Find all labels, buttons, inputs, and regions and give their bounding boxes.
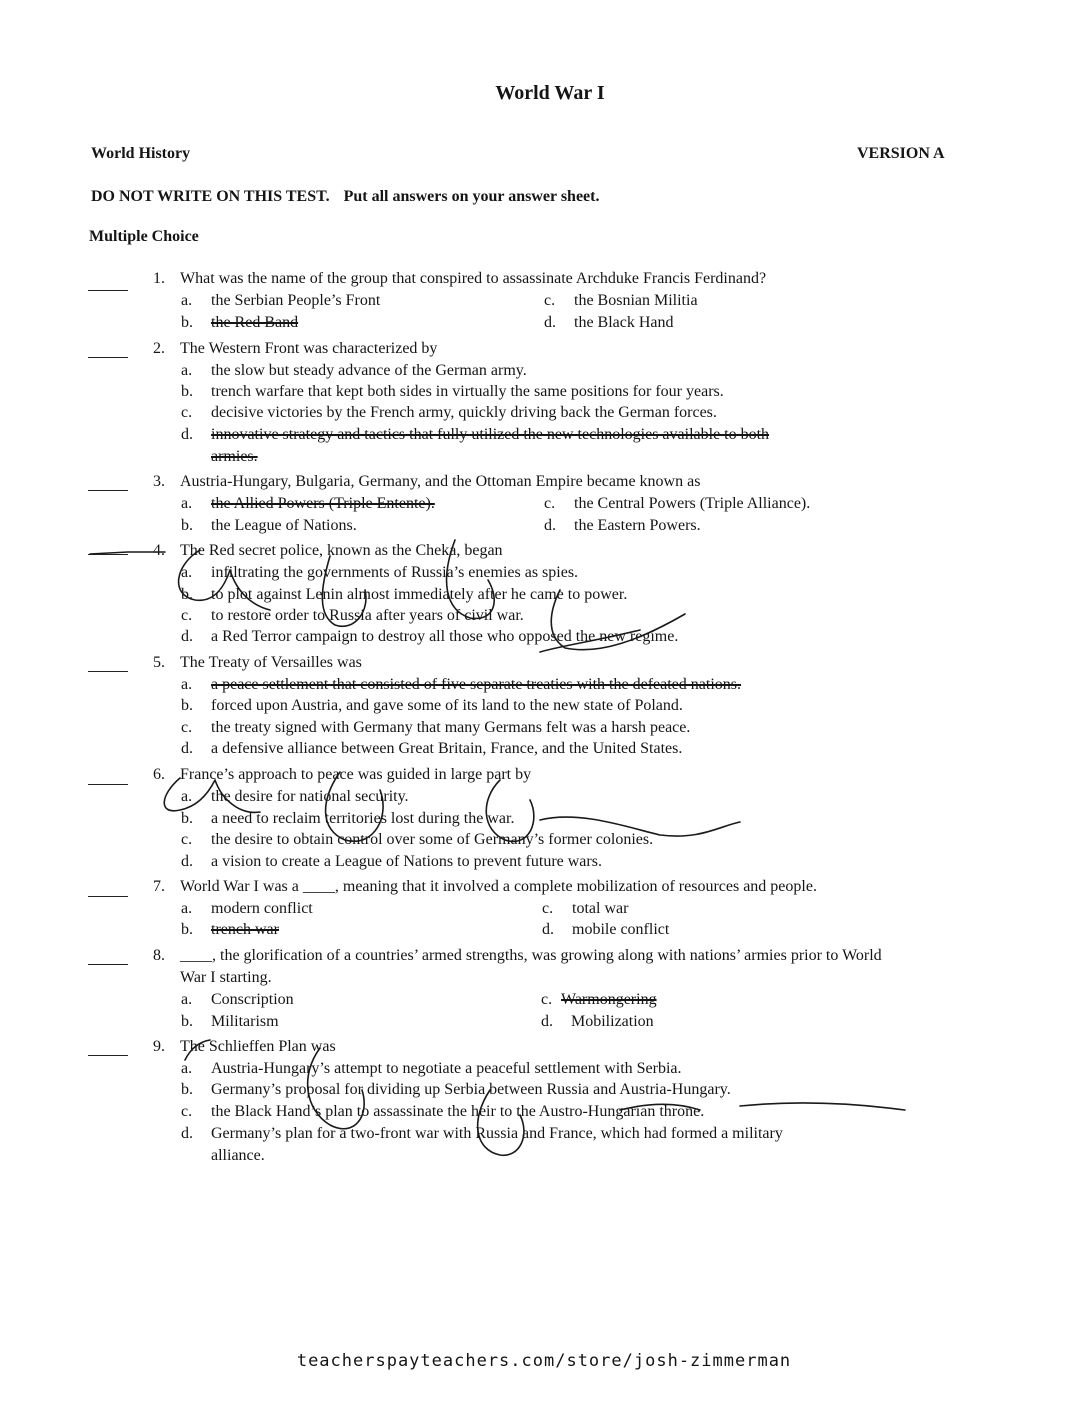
option-b: b. the League of Nations. (181, 517, 357, 534)
option-b: b. to plot against Lenin almost immediately after he came to power. (181, 586, 628, 603)
option-b: b. the Red Band (181, 314, 299, 331)
question-number: 8. (153, 947, 165, 964)
instructions (91, 188, 599, 206)
instructions-warning: DO NOT WRITE ON THIS TEST. (91, 188, 330, 205)
option-a: a. the slow but steady advance of the German army. (181, 362, 527, 379)
option-c: c. total war (542, 900, 629, 917)
option-c: c. the Black Hand’s plan to assassinate the heir to the Austro-Hungarian throne. (181, 1103, 705, 1120)
option-d: d. innovative strategy and tactics that fully utilized the new technologies available to both (181, 426, 770, 443)
option-a: a. infiltrating the governments of Russia’s enemies as spies. (181, 564, 579, 581)
option-d: d. mobile conflict (542, 921, 670, 938)
option-b: b. forced upon Austria, and gave some of its land to the new state of Poland. (181, 697, 683, 714)
answer-blank (88, 896, 128, 897)
question-text: Austria-Hungary, Bulgaria, Germany, and the Ottoman Empire became known as (180, 473, 701, 490)
option-d: d. a defensive alliance between Great Britain, France, and the United States. (181, 740, 683, 757)
option-d-continued: armies. (211, 448, 258, 465)
option-c: c. the Central Powers (Triple Alliance). (544, 495, 811, 512)
option-d: d. the Black Hand (544, 314, 674, 331)
option-a: a. a peace settlement that consisted of five separate treaties with the defeated nations. (181, 676, 741, 693)
option-a: a. modern conflict (181, 900, 313, 917)
question-number: 1. (153, 270, 165, 287)
answer-blank (88, 357, 128, 358)
option-d: d. a Red Terror campaign to destroy all those who opposed the new regime. (181, 628, 679, 645)
question-number: 3. (153, 473, 165, 490)
answer-blank (88, 1055, 128, 1056)
option-a: a. Conscription (181, 991, 294, 1008)
answer-blank (88, 964, 128, 965)
answer-blank (88, 554, 128, 555)
option-c: c. the treaty signed with Germany that many Germans felt was a harsh peace. (181, 719, 691, 736)
answer-blank (88, 784, 128, 785)
option-b: b. trench war (181, 921, 279, 938)
question-number: 9. (153, 1038, 165, 1055)
version-label: VERSION A (857, 145, 945, 162)
instructions-answer-sheet: Put all answers on your answer sheet. (343, 188, 600, 205)
question-number: 6. (153, 766, 165, 783)
question-text: What was the name of the group that conspired to assassinate Archduke Francis Ferdinand? (180, 270, 767, 287)
option-c: c. decisive victories by the French army, quickly driving back the German forces. (181, 404, 717, 421)
option-b: b. Germany’s proposal for dividing up Serbia between Russia and Austria-Hungary. (181, 1081, 731, 1098)
question-number: 5. (153, 654, 165, 671)
option-c: c. to restore order to Russia after years of civil war. (181, 607, 524, 624)
option-d: d. Mobilization (541, 1013, 654, 1030)
option-a: a. the Allied Powers (Triple Entente). (181, 495, 435, 512)
option-d-continued: alliance. (211, 1147, 265, 1164)
question-text: The Treaty of Versailles was (180, 654, 362, 671)
option-a: a. the Serbian People’s Front (181, 292, 381, 309)
question-text-continued: War I starting. (180, 969, 272, 986)
question-text: The Red secret police, known as the Cheka, began (180, 542, 503, 559)
option-d: d. Germany’s plan for a two-front war with Russia and France, which had formed a military (181, 1125, 783, 1142)
option-c: c. the desire to obtain control over some of Germany’s former colonies. (181, 831, 654, 848)
option-a: a. the desire for national security. (181, 788, 409, 805)
option-b: b. a need to reclaim territories lost during the war. (181, 810, 515, 827)
option-d: d. a vision to create a League of Nations to prevent future wars. (181, 853, 602, 870)
option-d: d. the Eastern Powers. (544, 517, 701, 534)
page-title: World War I (495, 82, 605, 104)
question-number: 2. (153, 340, 165, 357)
option-c: c. the Bosnian Militia (544, 292, 698, 309)
option-a: a. Austria-Hungary’s attempt to negotiate a peaceful settlement with Serbia. (181, 1060, 682, 1077)
question-text: France’s approach to peace was guided in large part by (180, 766, 532, 783)
answer-blank (88, 490, 128, 491)
section-heading: Multiple Choice (89, 228, 199, 245)
question-number: 4. (153, 542, 165, 559)
question-text: ____, the glorification of a countries’ armed strengths, was growing along with nations’ armies prior to World (180, 947, 882, 964)
option-b: b. Militarism (181, 1013, 279, 1030)
subject-label: World History (91, 145, 191, 162)
question-number: 7. (153, 878, 165, 895)
option-c: c. Warmongering (541, 991, 657, 1008)
footer-url: teacherspayteachers.com/store/josh-zimmerman (296, 1351, 792, 1371)
question-text: World War I was a ____, meaning that it involved a complete mobilization of resources and people. (180, 878, 817, 895)
answer-blank (88, 290, 128, 291)
option-b: b. trench warfare that kept both sides in virtually the same positions for four years. (181, 383, 724, 400)
answer-blank (88, 671, 128, 672)
question-text: The Western Front was characterized by (180, 340, 438, 357)
question-text: The Schlieffen Plan was (180, 1038, 336, 1055)
